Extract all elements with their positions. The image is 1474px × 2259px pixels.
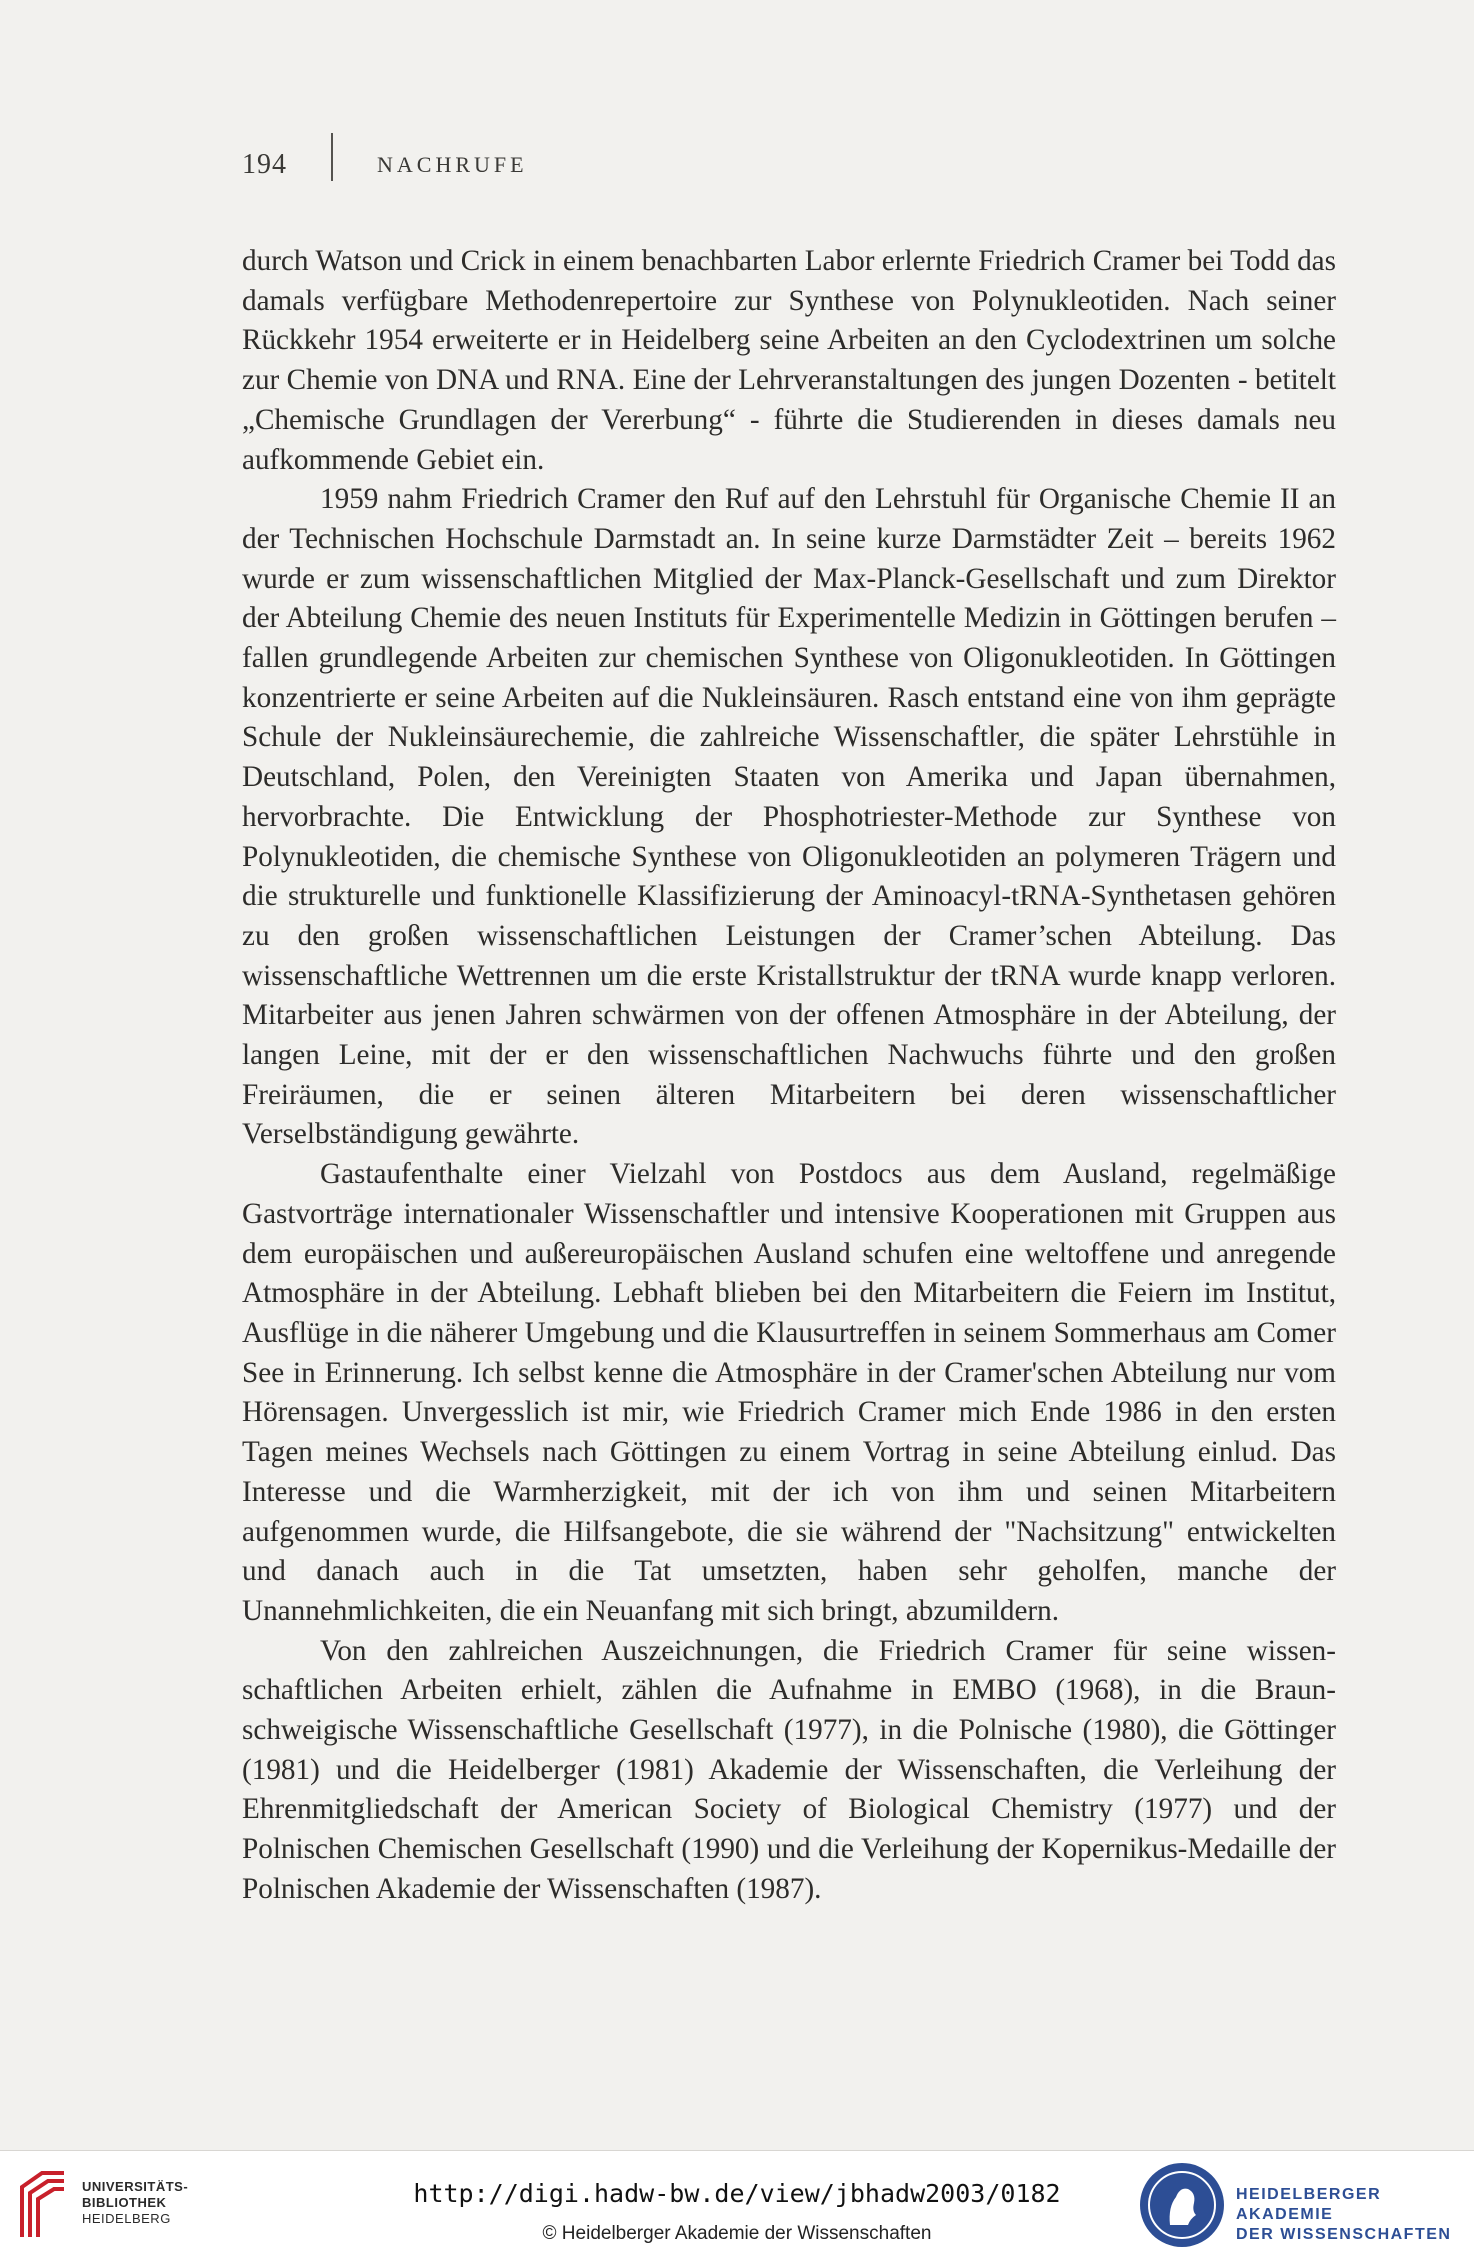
- paragraph: 1959 nahm Friedrich Cramer den Ruf auf den Lehrstuhl für Organische Chemie II an der Technischen Hochschule Darmstadt an. In seine kurze Darmstädter Zeit – bereits 1962 wurde er zum wissenschaftlichen Mitglied der Max-Planck-Gesellschaft und zum Direktor der Abteilung Chemie des neuen Instituts für Experimentelle Medizin in Göttingen berufen – fallen grundlegende Arbeiten zur chemischen Synthese von Oligonukleotiden. In Göttingen konzentrierte er seine Arbeiten auf die Nukleinsäuren. Rasch entstand eine von ihm geprägte Schule der Nukleinsäurechemie, die zahlreiche Wissenschaftler, die später Lehrstühle in Deutschland, Polen, den Vereinigten Staaten von Amerika und Japan übernahmen, hervorbrachte. Die Entwicklung der Phosphotriester-Methode zur Synthese von Polynukleotiden, die chemische Synthese von Oligonukleotiden an polymeren Trägern und die strukturelle und funktionelle Klassifizierung der Aminoacyl-tRNA-Synthetasen gehören zu den großen wissenschaftlichen Leistungen der Cramer’schen Abteilung. Das wissenschaftliche Wettrennen um die erste Kristallstruktur der tRNA wurde knapp verloren. Mitarbeiter aus jenen Jahren schwärmen von der offenen Atmosphäre in der Abteilung, der langen Leine, mit der er den wissenschaftlichen Nachwuchs führte und den großen Freiräumen, die er seinen älteren Mitarbeitern bei deren wissenschaftlicher Verselbständigung gewährte.: [242, 483, 1336, 1151]
- page-number: 194: [242, 149, 287, 180]
- header-divider: [331, 133, 333, 181]
- running-head: NACHRUFE: [377, 152, 528, 177]
- paragraph: Gastaufenthalte einer Vielzahl von Postdocs aus dem Ausland, regelmäßige Gastvorträge internationaler Wissenschaftler und intensive Kooperationen mit Gruppen aus dem europäischen und außereuropäischen Ausland schufen eine weltoffene und anregende Atmosphäre in der Abteilung. Lebhaft blieben bei den Mitarbeitern die Feiern im Institut, Ausflüge in die näherer Umgebung und die Klausurtreffen in seinem Sommerhaus am Comer See in Erinnerung. Ich selbst kenne die Atmosphäre in der Cramer'schen Abteilung nur vom Hörensagen. Unvergesslich ist mir, wie Friedrich Cramer mich Ende 1986 in den ersten Tagen meines Wechsels nach Göttingen zu einem Vortrag in seine Abteilung einlud. Das Interesse und die Warmherzigkeit, mit der ich von ihm und seinen Mitarbeitern aufgenommen wurde, die Hilfsangebote, die sie während der "Nachsitzung" entwickelten und danach auch in die Tat umsetzten, haben sehr geholfen, manche der Unannehmlichkeiten, die ein Neuanfang mit sich bringt, abzumildern.: [242, 1158, 1336, 1627]
- page-header: [242, 145, 528, 185]
- academy-name: HEIDELBERGER AKADEMIE DER WISSENSCHAFTEN: [1236, 2186, 1452, 2243]
- copyright-notice: © Heidelberger Akademie der Wissenschaften: [542, 2223, 932, 2244]
- permalink-url[interactable]: http://digi.hadw-bw.de/view/jbhadw2003/0182: [413, 2179, 1061, 2208]
- university-library-name: UNIVERSITÄTS- BIBLIOTHEK HEIDELBERG: [82, 2179, 189, 2226]
- body-text: [242, 242, 1336, 1910]
- digitization-footer: [0, 2150, 1474, 2259]
- paragraph: durch Watson und Crick in einem benachbarten Labor erlernte Friedrich Cramer bei Todd das damals verfügbare Methodenrepertoire zur Synthese von Polynukleotiden. Nach seiner Rückkehr 1954 erweiterte er in Heidelberg seine Arbeiten an den Cyclodextrinen um solche zur Chemie von DNA und RNA. Eine der Lehrveranstaltungen des jungen Dozenten - betitelt „Chemische Grundlagen der Vererbung“ - führte die Studierenden in dieses damals neu aufkommende Gebiet ein.: [242, 245, 1336, 476]
- paragraph: Von den zahlreichen Auszeichnungen, die Friedrich Cramer für seine wissenschaftlichen Arbeiten erhielt, zählen die Aufnahme in EMBO (1968), in die Braunschweigische Wissenschaftliche Gesellschaft (1977), in die Polnische (1980), die Göttinger (1981) und die Heidelberger (1981) Akademie der Wissenschaften, die Verleihung der Ehrenmitgliedschaft der American Society of Biological Chemistry (1977) und der Polnischen Chemischen Gesellschaft (1990) und die Verleihung der Kopernikus-Medaille der Polnischen Akademie der Wissenschaften (1987).: [242, 1634, 1336, 1905]
- academy-seal-icon: [1140, 2163, 1224, 2247]
